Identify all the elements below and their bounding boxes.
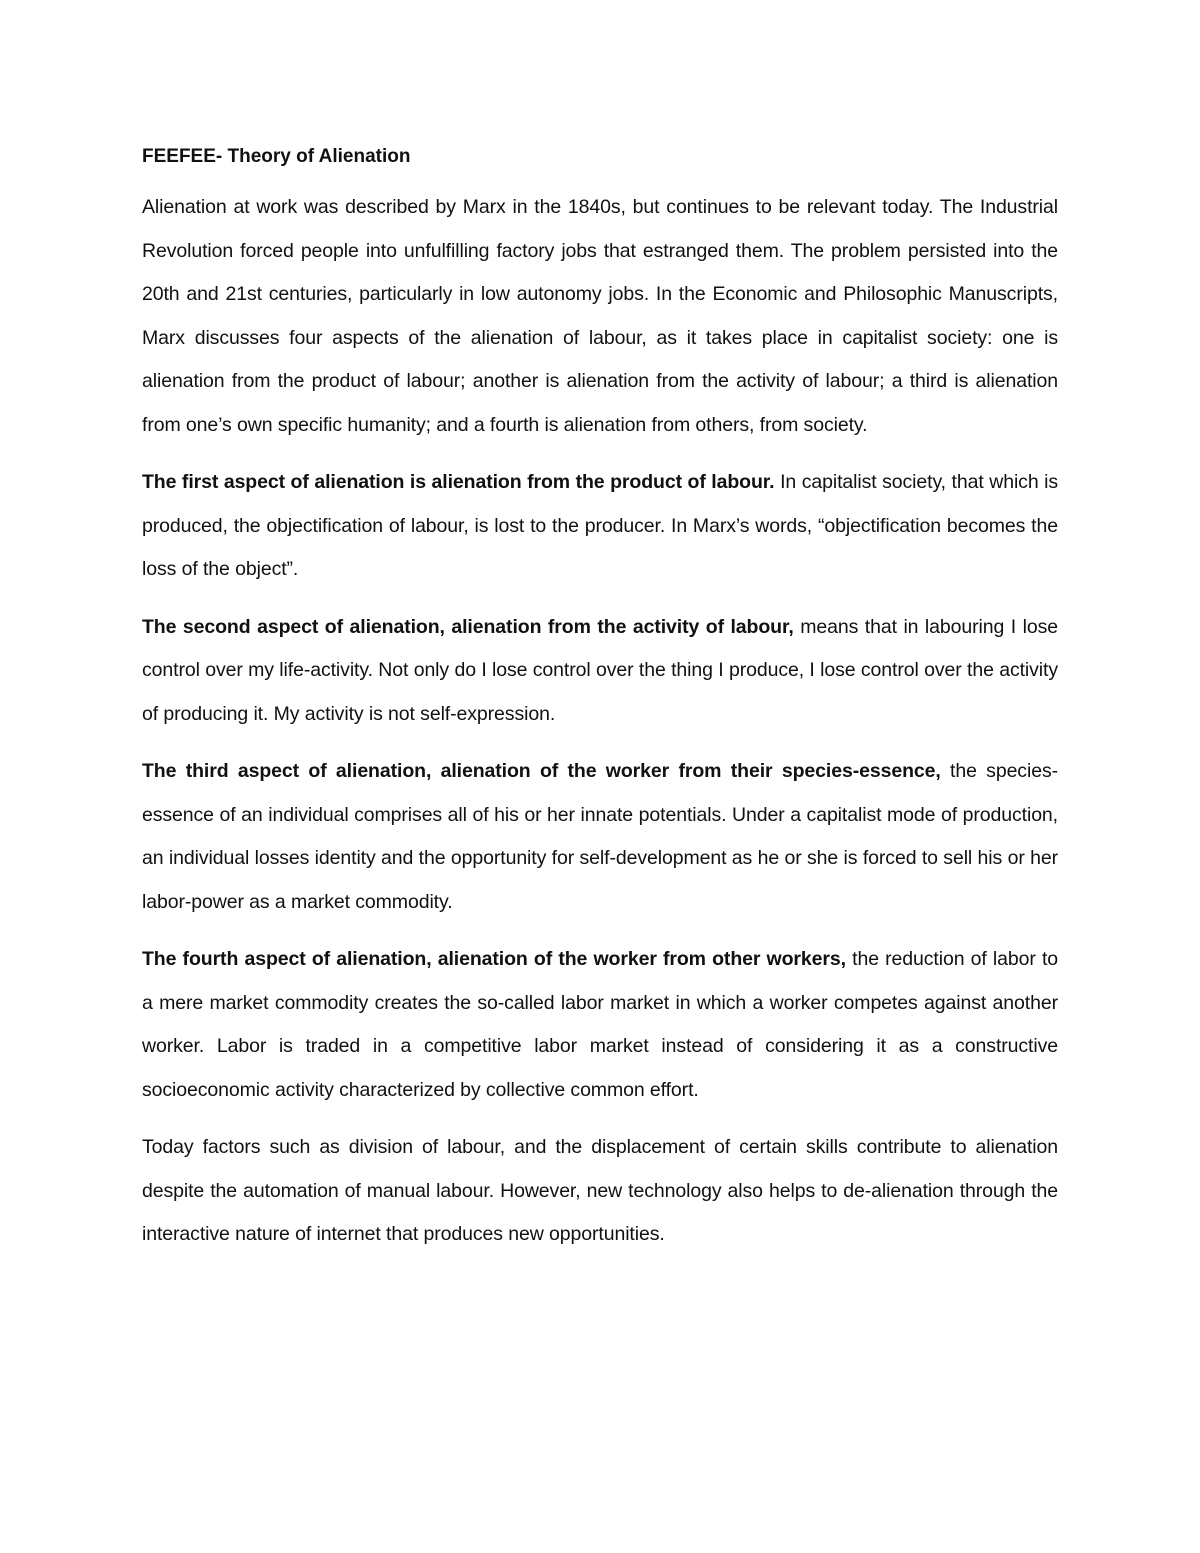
paragraph-text: the reduction of labor to a mere market commodity creates the so-called labor market in which a worker competes against another worker. Labor is traded in a competitive labor market instead of considering it as a constructive socioeconomic activity characterized by collective common effort. <box>142 948 1059 1101</box>
paragraph-fourth-aspect <box>142 938 1058 1112</box>
document-title: FEEFEE- Theory of Alienation <box>142 146 411 167</box>
document-page <box>142 140 1058 1271</box>
paragraph-intro <box>142 186 1058 447</box>
paragraph-lead: The second aspect of alienation, alienation from the activity of labour, <box>142 615 794 638</box>
paragraph-conclusion <box>142 1126 1058 1257</box>
paragraph-third-aspect <box>142 750 1058 924</box>
paragraph-first-aspect <box>142 461 1058 592</box>
paragraph-text: Today factors such as division of labour, and the displacement of certain skills contribute to alienation despite the automation of manual labour. However, new technology also helps to de-alienation through the interactive nature of internet that produces new opportunities. <box>142 1136 1058 1245</box>
paragraph-lead: The first aspect of alienation is alienation from the product of labour. <box>142 471 775 493</box>
paragraph-text: Alienation at work was described by Marx in the 1840s, but continues to be relevant today. The Industrial Revolution forced people into unfulfilling factory jobs that estranged them. The problem persisted into the 20th and 21st centuries, particularly in low autonomy jobs. In the Economic and Philosophic Manuscripts, Marx discusses four aspects of the alienation of labour, as it takes place in capitalist society: one is alienation from the product of labour; another is alienation from the activity of labour; a third is alienation from one’s own specific humanity; and a fourth is alienation from others, from society. <box>142 196 1058 436</box>
paragraph-text: the species-essence of an individual comprises all of his or her innate potentials. Under a capitalist mode of production, an individual losses identity and the opportunity for self-development as he or she is forced to sell his or her labor-power as a market commodity. <box>142 760 1058 913</box>
paragraph-text: In capitalist society, that which is produced, the objectification of labour, is lost to the producer. In Marx’s words, “objectification becomes the loss of the object”. <box>142 471 1059 580</box>
paragraph-text: means that in labouring I lose control over my life-activity. Not only do I lose control over the thing I produce, I lose control over the activity of producing it. My activity is not self-expression. <box>142 615 1058 725</box>
paragraph-lead: The fourth aspect of alienation, alienation of the worker from other workers, <box>142 948 846 970</box>
paragraph-second-aspect <box>142 606 1058 737</box>
paragraph-lead: The third aspect of alienation, alienation of the worker from their species-essence, <box>142 760 941 782</box>
